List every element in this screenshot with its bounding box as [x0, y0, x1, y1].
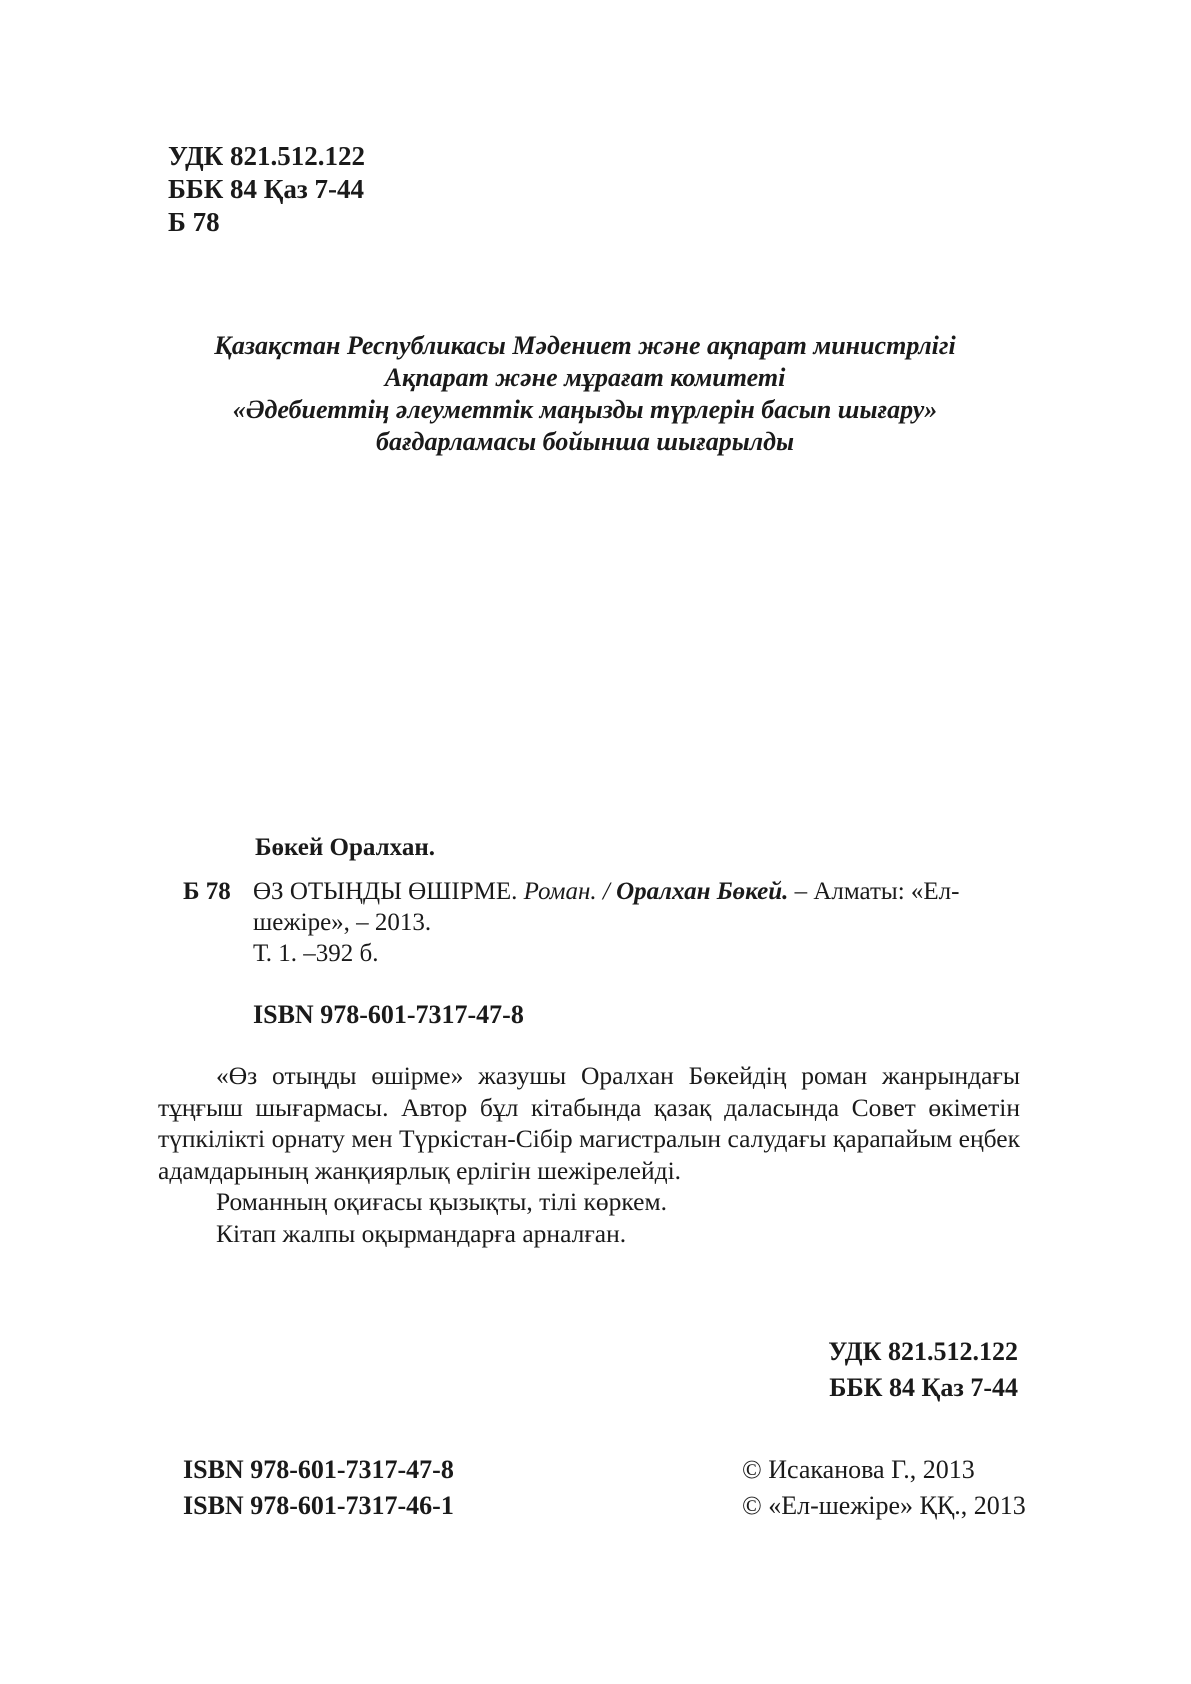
author-sign-code: Б 78 — [168, 207, 220, 237]
copyright-author: © Исаканова Г., 2013 — [742, 1455, 975, 1484]
top-classification-block — [168, 140, 365, 239]
annotation-paragraph-1: «Өз отыңды өшірме» жазушы Оралхан Бөкейдің роман жанрындағы тұңғыш шығармасы. Автор бұл кітабында қазақ даласында Совет өкіметін түпкілікті орнату мен Түркістан-Сібір магистралын салудағы қарапайым еңбек адамдарының жанқиярлық ерлігін шежірелейді. — [158, 1061, 1020, 1185]
catalog-entry-line-2: шежіре», – 2013. — [253, 909, 432, 936]
ministry-line-3: «Әдебиеттің әлеуметтік маңызды түрлерін басып шығару» — [232, 395, 938, 424]
publication-program-note — [140, 330, 1030, 458]
isbn-footer-1: ISBN 978-601-7317-47-8 — [183, 1455, 454, 1484]
genre-label: Роман. — [523, 878, 603, 905]
isbn-footer-2: ISBN 978-601-7317-46-1 — [183, 1491, 454, 1520]
catalog-author-name: Оралхан Бөкей. — [616, 878, 795, 905]
annotation-paragraph-2: Романның оқиғасы қызықты, тілі көркем. — [216, 1187, 667, 1216]
book-title: ӨЗ ОТЫҢДЫ ӨШІРМЕ. — [253, 878, 524, 905]
copyright-publisher: © «Ел-шежіре» ҚҚ., 2013 — [742, 1491, 1026, 1520]
annotation-block — [158, 1060, 1020, 1249]
bbk-code-top: ББК 84 Қаз 7-44 — [168, 174, 364, 204]
catalog-entry — [183, 876, 1043, 969]
ministry-line-2: Ақпарат және мұрағат комитеті — [384, 363, 786, 392]
ministry-line-1: Қазақстан Республикасы Мәдениет және ақпарат министрлігі — [214, 331, 956, 360]
bottom-classification-block — [828, 1334, 1018, 1406]
catalog-entry-code: Б 78 — [183, 878, 231, 905]
isbn-catalog: ISBN 978-601-7317-47-8 — [253, 1000, 524, 1029]
imprint-city-publisher: – Алматы: «Ел- — [794, 878, 960, 905]
volume-info: Т. 1. –392 б. — [253, 940, 379, 967]
catalog-entry-line-1 — [253, 876, 1043, 907]
catalog-author-heading: Бөкей Оралхан. — [255, 834, 435, 861]
udc-code-bottom: УДК 821.512.122 — [828, 1337, 1018, 1366]
annotation-paragraph-3: Кітап жалпы оқырмандарға арналған. — [216, 1218, 627, 1248]
bbk-code-bottom: ББК 84 Қаз 7-44 — [829, 1373, 1018, 1402]
ministry-line-4: бағдарламасы бойынша шығарылды — [375, 427, 795, 456]
udc-code-top: УДК 821.512.122 — [168, 141, 365, 171]
separator-slash: / — [602, 878, 617, 905]
